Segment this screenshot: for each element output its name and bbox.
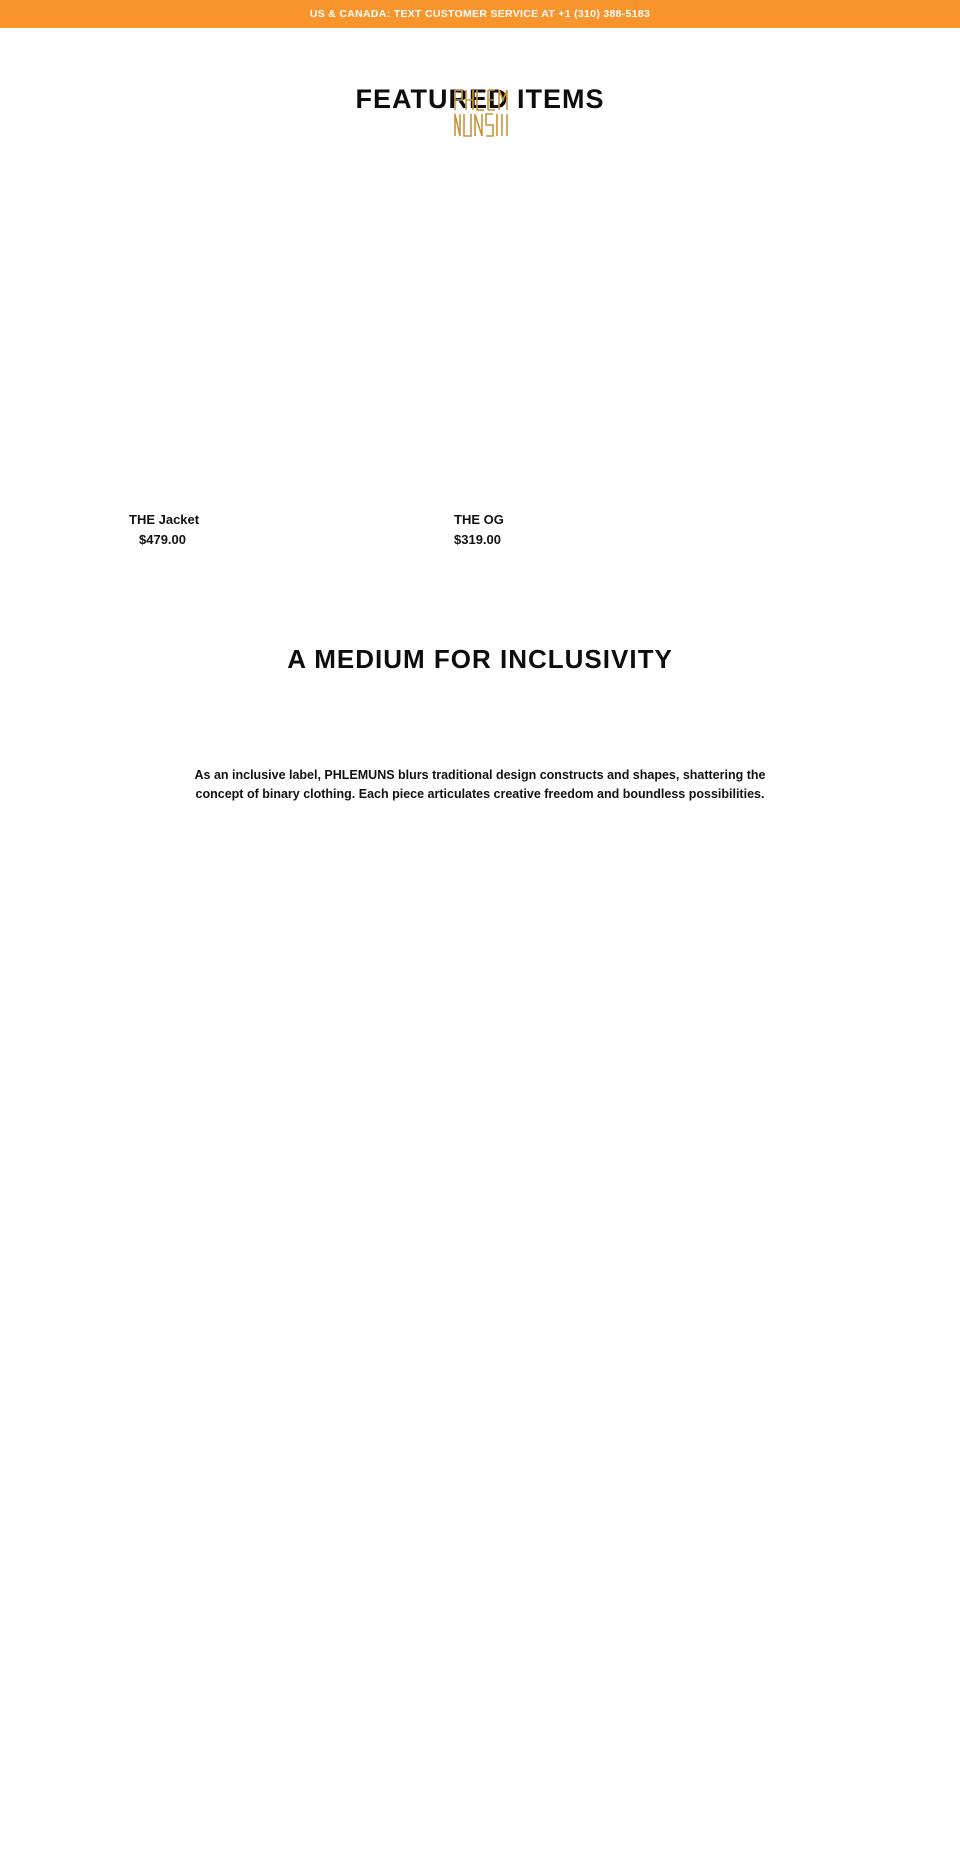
product-name[interactable]: THE OG <box>454 512 504 527</box>
featured-products-grid <box>0 140 960 510</box>
inclusivity-description: As an inclusive label, PHLEMUNS blurs traditional design constructs and shapes, shattering the concept of binary clothing. Each piece articulates creative freedom and boundless possibilities. <box>194 768 766 801</box>
brand-logo-icon[interactable] <box>452 88 510 138</box>
inclusivity-title: A MEDIUM FOR INCLUSIVITY <box>287 644 673 674</box>
product-price: $319.00 <box>454 532 501 547</box>
announcement-text: US & CANADA: TEXT CUSTOMER SERVICE AT +1 (310) 388-5183 <box>309 8 651 20</box>
announcement-bar <box>0 0 960 28</box>
product-name[interactable]: THE Jacket <box>129 512 200 527</box>
product-price: $479.00 <box>139 532 186 547</box>
featured-items-title: FEATURED ITEMS <box>355 84 605 114</box>
